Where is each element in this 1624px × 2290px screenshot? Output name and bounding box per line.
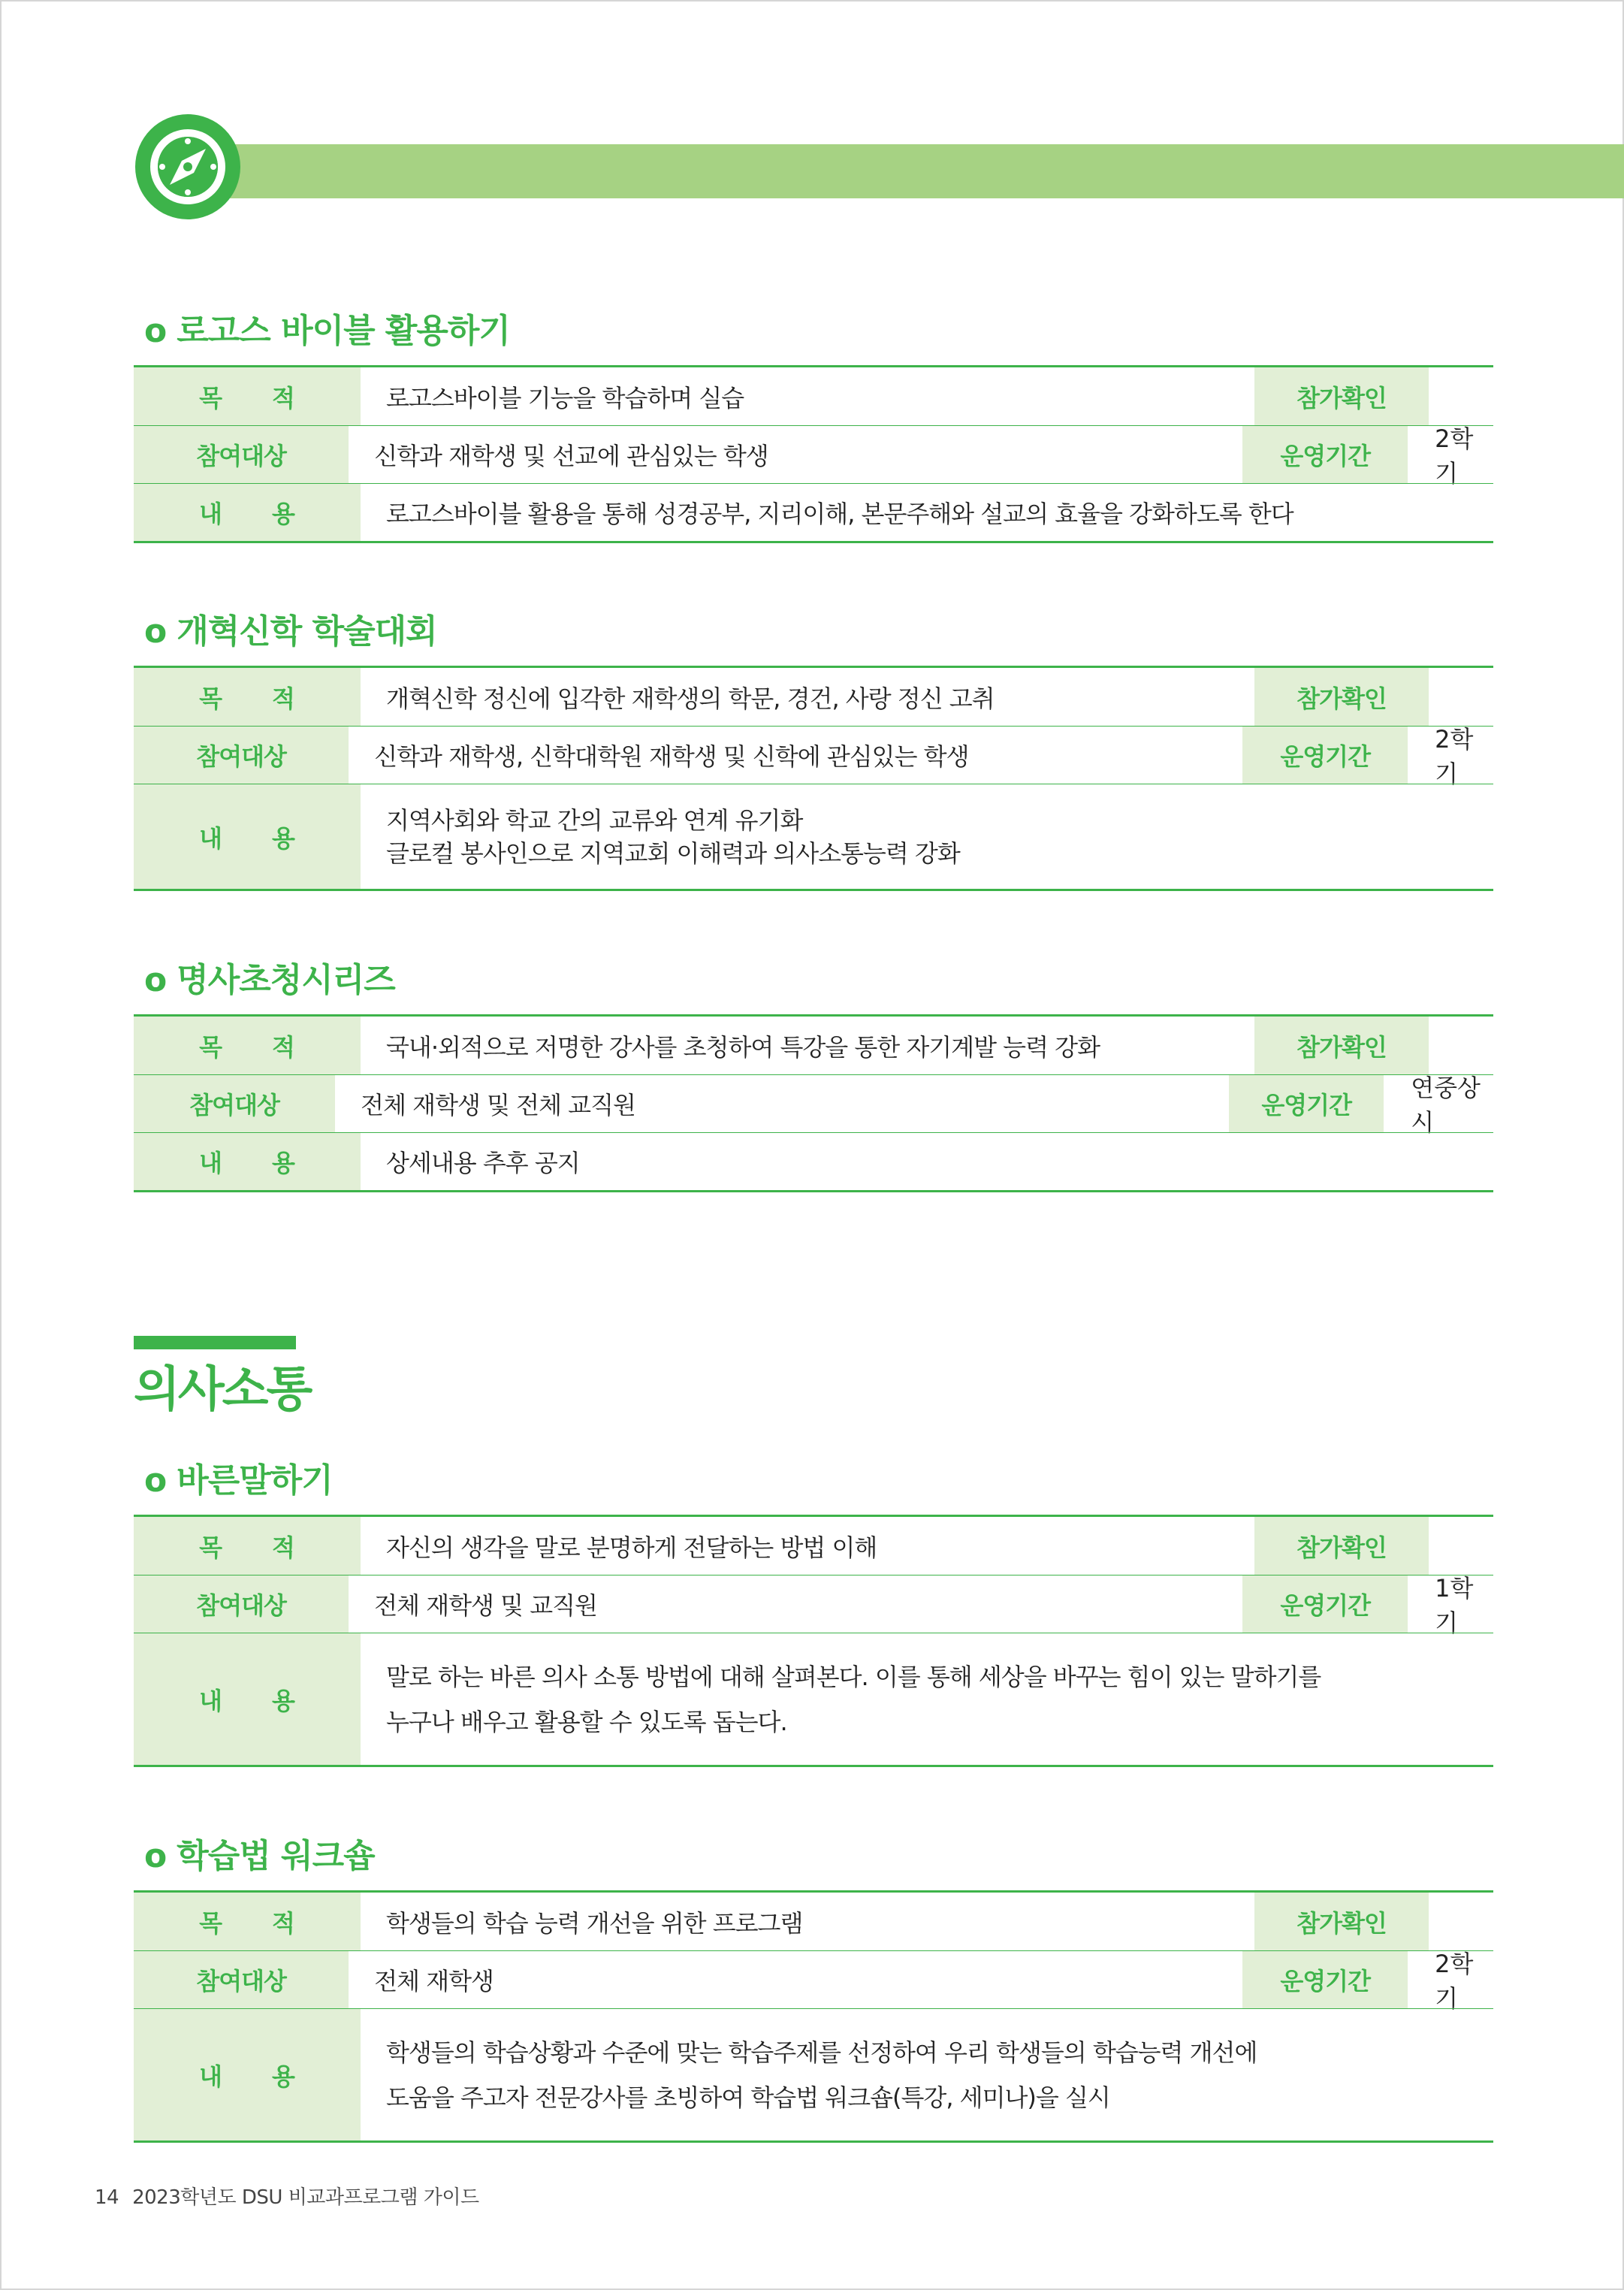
header-bar — [227, 144, 1624, 198]
target-value: 신학과 재학생, 신학대학원 재학생 및 신학에 관심있는 학생 — [374, 742, 969, 771]
table-row — [134, 1517, 1493, 1575]
confirm-value — [1429, 1893, 1493, 1950]
program-table — [134, 1515, 1493, 1767]
content-line: 글로컬 봉사인으로 지역교회 이해력과 의사소통능력 강화 — [386, 838, 960, 868]
content-line: 도움을 주고자 전문강사를 초빙하여 학습법 워크숍(특강, 세미나)을 실시 — [386, 2083, 1110, 2112]
table-row — [134, 1017, 1493, 1074]
target-value: 신학과 재학생 및 선교에 관심있는 학생 — [374, 442, 768, 470]
table-row — [134, 1074, 1493, 1137]
content-value: 상세내용 추후 공지 — [386, 1149, 580, 1177]
period-value: 2학기 — [1435, 1950, 1474, 2013]
content-line: 말로 하는 바른 의사 소통 방법에 대해 살펴본다. 이를 통해 세상을 바꾸는 힘이 있는 말하기를 — [386, 1662, 1321, 1691]
content-label: 내용 — [134, 484, 361, 541]
period-value: 2학기 — [1435, 725, 1474, 788]
table-row — [134, 725, 1493, 788]
table-row — [134, 483, 1493, 541]
target-label: 참여대상 — [134, 1951, 349, 2008]
target-value: 전체 재학생 및 교직원 — [374, 1591, 597, 1620]
confirm-label: 참가확인 — [1254, 367, 1429, 425]
purpose-value: 국내·외적으로 저명한 강사를 초청하여 특강을 통한 자기계발 능력 강화 — [386, 1032, 1100, 1062]
page-footer — [95, 2182, 479, 2210]
confirm-label: 참가확인 — [1254, 1017, 1429, 1074]
target-value: 전체 재학생 및 전체 교직원 — [361, 1091, 635, 1119]
purpose-label: 목적 — [134, 1017, 361, 1074]
program-title: o 명사초청시리즈 — [144, 961, 395, 999]
content-value — [361, 784, 1493, 889]
period-label: 운영기간 — [1242, 426, 1408, 483]
table-row — [134, 784, 1493, 889]
purpose-label: 목적 — [134, 668, 361, 726]
content-label: 내용 — [134, 1633, 361, 1765]
confirm-label: 참가확인 — [1254, 668, 1429, 726]
content-value — [361, 2009, 1493, 2140]
confirm-value — [1429, 1017, 1493, 1074]
footer-text: 2023학년도 DSU 비교과프로그램 가이드 — [132, 2186, 479, 2209]
table-row — [134, 2008, 1493, 2140]
content-value — [361, 1633, 1493, 1765]
program-table — [134, 365, 1493, 543]
program-title: o 학습법 워크숍 — [144, 1837, 375, 1875]
period-label: 운영기간 — [1242, 727, 1408, 784]
period-label: 운영기간 — [1229, 1075, 1384, 1132]
content-line: 학생들의 학습상황과 수준에 맞는 학습주제를 선정하여 우리 학생들의 학습능력 개선에 — [386, 2038, 1257, 2067]
table-row — [134, 1633, 1493, 1765]
purpose-value: 학생들의 학습 능력 개선을 위한 프로그램 — [386, 1908, 803, 1938]
period-value: 연중상시 — [1411, 1074, 1481, 1137]
confirm-value — [1429, 1517, 1493, 1575]
content-label: 내용 — [134, 784, 361, 889]
purpose-value: 로고스바이블 기능을 학습하며 실습 — [386, 383, 744, 412]
compass-icon — [135, 114, 240, 219]
confirm-label: 참가확인 — [1254, 1893, 1429, 1950]
period-value: 1학기 — [1435, 1574, 1474, 1637]
table-row — [134, 424, 1493, 488]
confirm-label: 참가확인 — [1254, 1517, 1429, 1575]
period-label: 운영기간 — [1242, 1576, 1408, 1633]
purpose-label: 목적 — [134, 1893, 361, 1950]
purpose-label: 목적 — [134, 1517, 361, 1575]
program-title: o 개혁신학 학술대회 — [144, 612, 437, 651]
content-label: 내용 — [134, 2009, 361, 2140]
table-row — [134, 1132, 1493, 1190]
program-table — [134, 1014, 1493, 1192]
content-label: 내용 — [134, 1133, 361, 1190]
target-label: 참여대상 — [134, 727, 349, 784]
period-label: 운영기간 — [1242, 1951, 1408, 2008]
confirm-value — [1429, 367, 1493, 425]
target-label: 참여대상 — [134, 1075, 335, 1132]
table-row — [134, 668, 1493, 726]
content-value: 로고스바이블 활용을 통해 성경공부, 지리이해, 본문주해와 설교의 효율을 강화하도록 한다 — [386, 500, 1293, 528]
purpose-value: 자신의 생각을 말로 분명하게 전달하는 방법 이해 — [386, 1533, 877, 1562]
category-title: 의사소통 — [134, 1362, 311, 1418]
target-label: 참여대상 — [134, 426, 349, 483]
category-bar — [134, 1336, 296, 1349]
page-number: 14 — [95, 2186, 119, 2209]
table-row — [134, 367, 1493, 425]
table-row — [134, 1574, 1493, 1637]
purpose-label: 목적 — [134, 367, 361, 425]
table-row — [134, 1893, 1493, 1950]
period-value: 2학기 — [1435, 424, 1474, 488]
content-line: 누구나 배우고 활용할 수 있도록 돕는다. — [386, 1707, 787, 1736]
purpose-value: 개혁신학 정신에 입각한 재학생의 학문, 경건, 사랑 정신 고취 — [386, 684, 995, 713]
target-value: 전체 재학생 — [374, 1967, 494, 1995]
program-title: o 바른말하기 — [144, 1461, 333, 1500]
target-label: 참여대상 — [134, 1576, 349, 1633]
confirm-value — [1429, 668, 1493, 726]
program-table — [134, 666, 1493, 891]
program-title: o 로고스 바이블 활용하기 — [144, 312, 510, 350]
content-line: 지역사회와 학교 간의 교류와 연계 유기화 — [386, 805, 803, 835]
table-row — [134, 1950, 1493, 2013]
program-table — [134, 1890, 1493, 2143]
